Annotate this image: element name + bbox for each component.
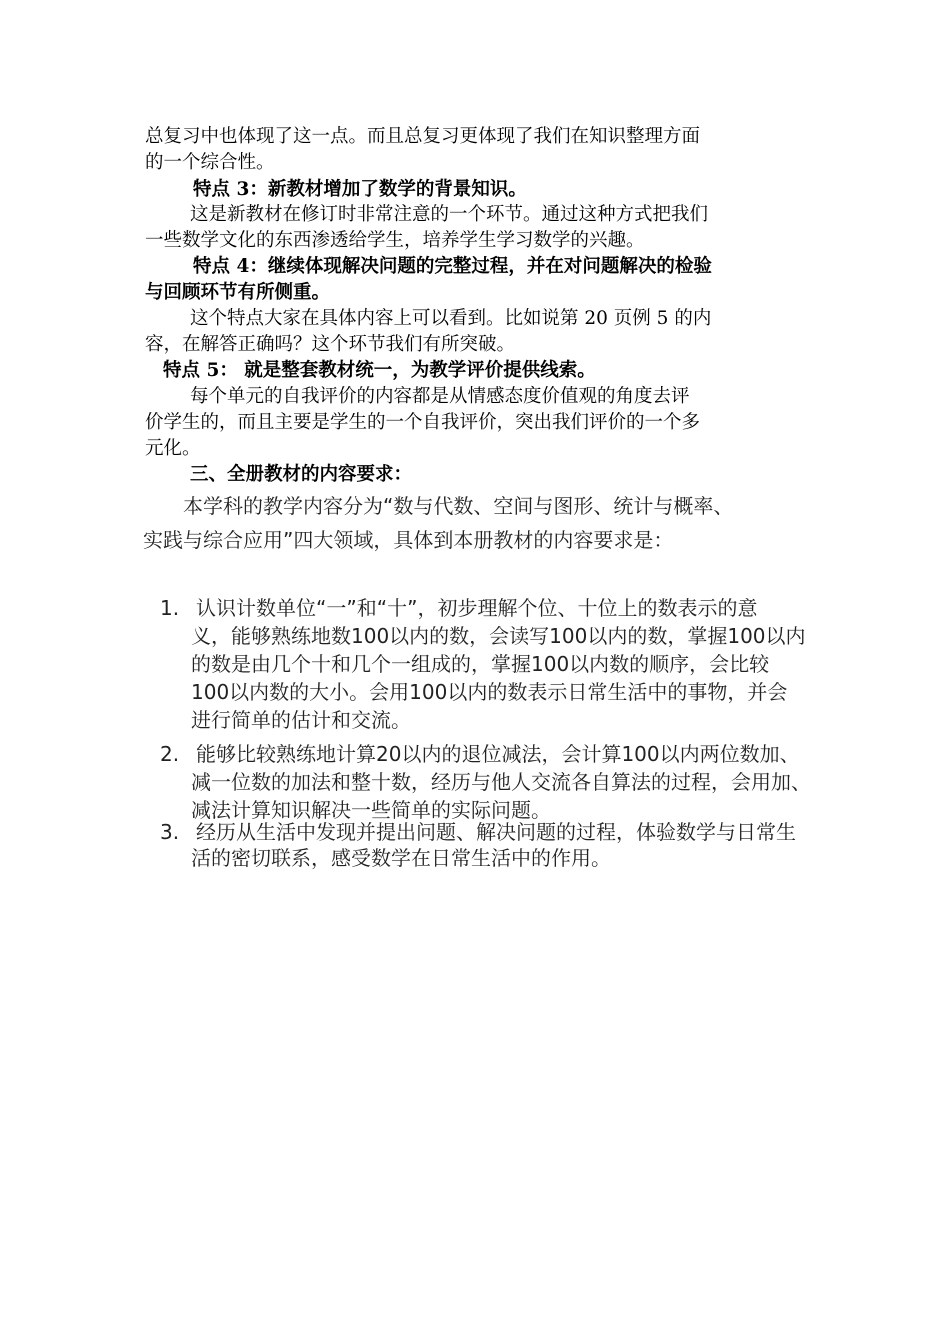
list-item-number: 3. [160,820,180,844]
list-item-number: 2. [160,742,180,766]
section-heading: 特点 3：新教材增加了数学的背景知识。 [193,179,527,200]
section-heading: 特点 4：继续体现解决问题的完整过程，并在对问题解决的检验 [193,256,712,277]
list-item-line: 认识计数单位“一”和“十”，初步理解个位、十位上的数表示的意 [196,596,758,620]
paragraph-line: 容，在解答正确吗？这个环节我们有所突破。 [145,334,516,355]
paragraph-line: 每个单元的自我评价的内容都是从情感态度价值观的角度去评 [190,386,690,407]
list-item-line: 活的密切联系，感受数学在日常生活中的作用。 [191,846,611,870]
paragraph-line: 一些数学文化的东西渗透给学生，培养学生学习数学的兴趣。 [145,230,645,251]
list-item-line: 进行简单的估计和交流。 [191,708,411,732]
paragraph-line: 这个特点大家在具体内容上可以看到。比如说第 20 页例 5 的内 [190,308,712,329]
list-item-line: 100以内数的大小。会用100以内的数表示日常生活中的事物，并会 [191,680,788,704]
scan-intro-line: 实践与综合应用”四大领域，具体到本册教材的内容要求是： [143,528,674,552]
section-heading: 特点 5： 就是整套教材统一，为教学评价提供线索。 [163,360,596,381]
list-item-line: 减一位数的加法和整十数，经历与他人交流各自算法的过程，会用加、 [191,770,811,794]
paragraph-line: 总复习中也体现了这一点。而且总复习更体现了我们在知识整理方面 [145,126,701,147]
paragraph-line: 的一个综合性。 [145,152,275,173]
list-item-line: 经历从生活中发现并提出问题、解决问题的过程，体验数学与日常生 [196,820,796,844]
list-item-line: 义，能够熟练地数100以内的数，会读写100以内的数，掌握100以内 [191,624,806,648]
scanned-content-image [140,488,930,868]
section-heading: 与回顾环节有所侧重。 [145,282,331,303]
list-item-line: 减法计算知识解决一些简单的实际问题。 [191,798,551,822]
paragraph-line: 元化。 [145,438,201,459]
list-item-number: 1. [160,596,180,620]
paragraph-line: 价学生的，而且主要是学生的一个自我评价，突出我们评价的一个多 [145,412,701,433]
list-item-line: 的数是由几个十和几个一组成的，掌握100以内数的顺序，会比较 [191,652,770,676]
list-item-line: 能够比较熟练地计算20以内的退位减法，会计算100以内两位数加、 [196,742,800,766]
section-heading: 三、全册教材的内容要求： [190,464,413,485]
scan-intro-line: 本学科的教学内容分为“数与代数、空间与图形、统计与概率、 [183,494,734,518]
paragraph-line: 这是新教材在修订时非常注意的一个环节。通过这种方式把我们 [190,204,709,225]
